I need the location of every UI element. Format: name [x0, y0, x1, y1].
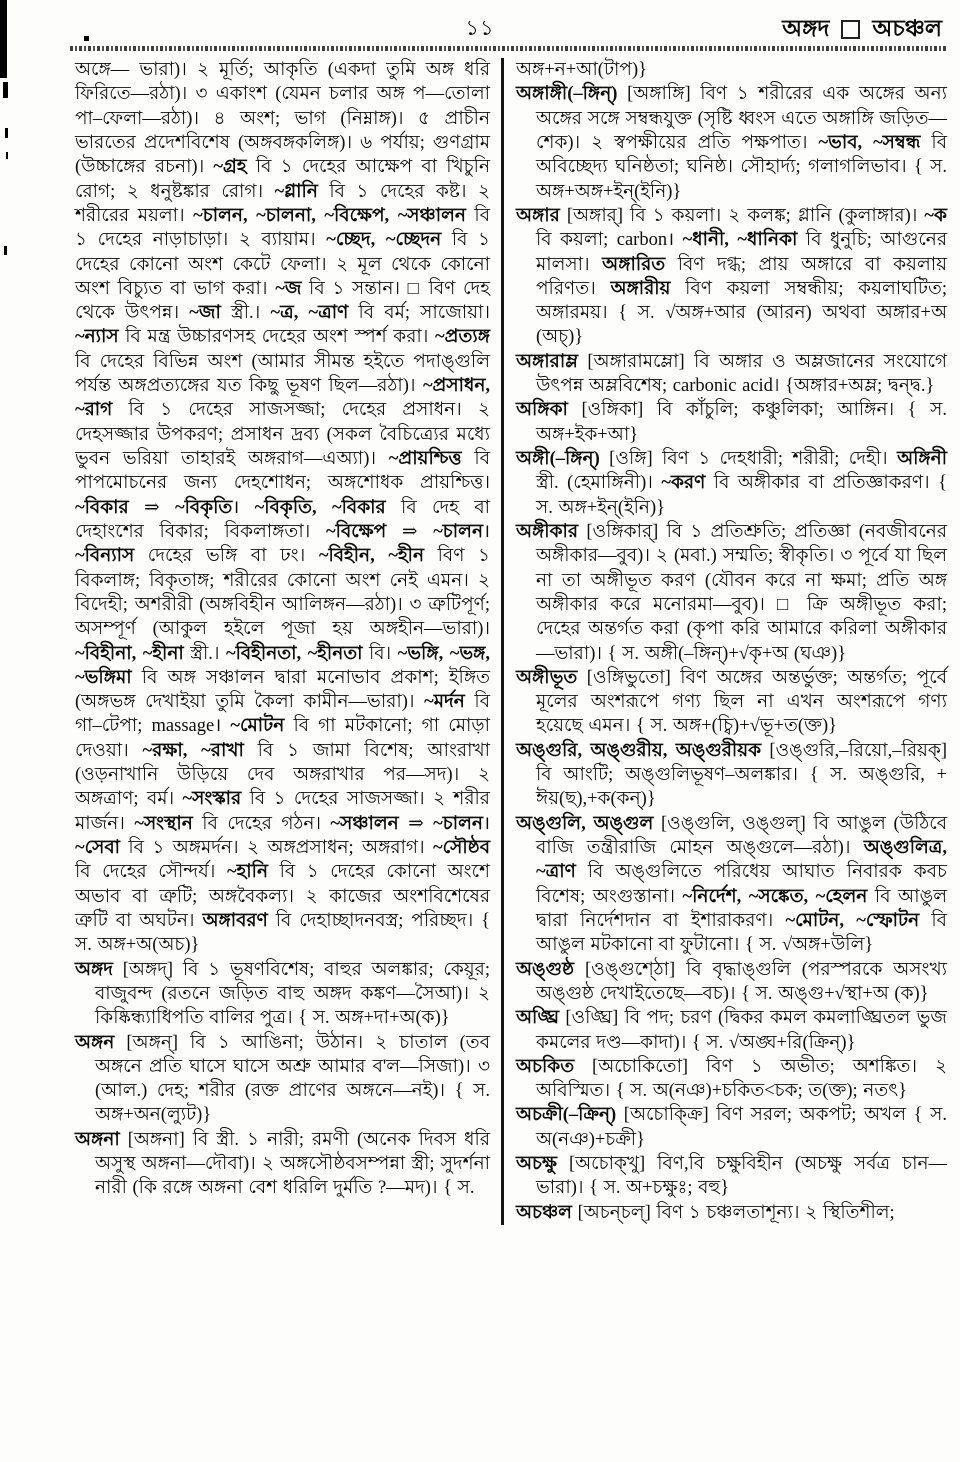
entry-angika: অঙ্গিকা [ওঙ্গিকা] বি কাঁচুলি; কঞ্চুলিকা; আঙ্গিন। { স. অঙ্গ+ইক+আ}	[516, 400, 947, 445]
scan-artifact-mark	[4, 246, 7, 255]
right-column	[504, 58, 947, 1225]
entry-anga-continuation: অঙ্গে— ভারা)। ২ মূর্তি; আকৃতি (একদা তুমি অঙ্গ ধরি ফিরিতে—রঠা)। ৩ একাংশ (যেমন চলার অঙ্গ প—তোলা পা–ফেলা—রঠা)। ৪ অংশ; ভাগ (নিম্নাঙ্গ)। ৫ প্রাচীন ভারতের প্রদেশবিশেষ (অঙ্গবঙ্গকলিঙ্গ)। ৬ পর্যায়; গুণগ্রাম (উচ্চাঙ্গের রচনা)। ~গ্রহ বি ১ দেহের আক্ষেপ বা খিচুনি রোগ; ২ ধনুষ্টঙ্কার রোগ। ~গ্লানি বি ১ দেহের কষ্ট। ২ শরীরের ময়লা। ~চালন, ~চালনা, ~বিক্ষেপ, ~সঞ্চালন বি ১ দেহের নাড়াচাড়া। ২ ব্যায়াম। ~চ্ছেদ, ~চ্ছেদন বি ১ দেহের কোনো অংশ কেটে ফেলা। ২ মূল থেকে কোনো অংশ বিচ্যুত বা ভাগ করা। ~জ বি ১ সন্তান। □ বিণ দেহ থেকে উৎপন্ন। ~জা স্ত্রী.। ~ত্র, ~ত্রাণ বি বর্ম; সাজোয়া। ~ন্যাস বি মন্ত্র উচ্চারণসহ দেহের অংশ স্পর্শ করা। ~প্রত্যঙ্গ বি দেহের বিভিন্ন অংশ (আমার সীমন্ত হইতে পদাঙ্গুলি পর্যন্ত অঙ্গপ্রত্যঙ্গের যত কিছু ভূষণ ছিল—রঠা)। ~প্রসাধন, ~রাগ বি ১ দেহের সাজসজ্জা; দেহের প্রসাধন। ২ দেহসজ্জার উপকরণ; প্রসাধন দ্রব্য (সকল বৈচিত্র্যের মধ্যে ভুবন ভরিয়া তাহারই অঙ্গরাগ—এঅ্যা)। ~প্রায়শ্চিত্ত বি পাপমোচনের জন্য দেহশোধন; অঙ্গশোধক প্রায়শ্চিত্ত। ~বিকার ⇒ ~বিকৃতি। ~বিকৃতি, ~বিকার বি দেহ বা দেহাংশের বিকার; বিকলাঙ্গতা। ~বিক্ষেপ ⇒ ~চালন। ~বিন্যাস দেহের ভঙ্গি বা ঢং। ~বিহীন, ~হীন বিণ ১ বিকলাঙ্গ; বিকৃতাঙ্গ; শরীরের কোনো অংশ নেই এমন। ২ বিদেহী; অশরীরী (অঙ্গবিহীন আলিঙ্গন—রঠা)। ৩ ত্রুটিপূর্ণ; অসম্পূর্ণ (আকুল হইলে পূজা হয় অঙ্গহীন—ভারা)। ~বিহীনা, ~হীনা স্ত্রী.। ~বিহীনতা, ~হীনতা বি। ~ভঙ্গি, ~ভঙ্গ, ~ভঙ্গিমা বি অঙ্গ সঞ্চালন দ্বারা মনোভাব প্রকাশ; ইঙ্গিত (অঙ্গভঙ্গ দেখাইয়া তুমি কৈলা কামীন—ভারা)। ~মর্দন বি গা–টেপা; massage। ~মোটন বি গা মটকানো; গা মোড়া দেওয়া। ~রক্ষা, ~রাখা বি ১ জামা বিশেষ; আংরাখা (ওড়নাখানি উড়িয়ে দেব অঙ্গরাখার পর—সদ)। ২ অঙ্গত্রাণ; বর্ম। ~সংস্কার বি ১ দেহের সাজসজ্জা। ২ শরীর মার্জন। ~সংস্থান বি দেহের গঠন। ~সঞ্চালন ⇒ ~চালন। ~সেবা বি ১ অঙ্গমর্দন। ২ অঙ্গপ্রসাধন; অঙ্গরাগ। ~সৌষ্ঠব বি দেহের সৌন্দর্য। ~হানি বি ১ দেহের কোনো অংশে অভাব বা ত্রুটি; অঙ্গবৈকল্য। ২ কাজের অংশবিশেষের ত্রুটি বা অঘটন। অঙ্গাবরণ বি দেহাচ্ছাদনবস্ত্র; পরিচ্ছদ। { স. অঙ্গ+অ(অচ)}	[75, 60, 491, 956]
left-column	[75, 58, 501, 1225]
page-number: ১১	[465, 16, 495, 40]
scan-artifact-mark	[3, 82, 8, 98]
entry-angana: অঙ্গনা [অঙ্গনা] বি স্ত্রী. ১ নারী; রমণী (অনেক দিবস ধরি অসুস্থ অঙ্গনা—দৌবা)। ২ অঙ্গসৌষ্ঠবসম্পন্না স্ত্রী; সুদর্শনা নারী (কি রঙ্গে অঙ্গনা বেশ ধরিলি দুর্মতি ?—মদ)। { স.	[75, 1129, 490, 1199]
scan-artifact-mark	[5, 128, 8, 138]
entry-achakshu: অচক্ষু [অচোক্খু] বিণ,বি চক্ষুবিহীন (অচক্ষু সর্বত্র চান—ভারা)। { স. অ+চক্ষুঃ; বহু}	[516, 1154, 947, 1199]
entry-angikar: অঙ্গীকার [ওঙ্গিকার্] বি ১ প্রতিশ্রুতি; প্রতিজ্ঞা (নবজীবনের অঙ্গীকার—বুব)। ২ (মবা.) সম্মতি; স্বীকৃতি। ৩ পূর্বে যা ছিল না তা অঙ্গীভূত করণ (যৌবন করে না ক্ষমা; প্রতি অঙ্গ অঙ্গীকার করে মনোরমা—বুব)। □ ক্রি অঙ্গীভূত করা; দেহের অন্তর্গত করা (কৃপা করি আমারে করিলা অঙ্গীকার—ভারা)। { স. অঙ্গী(–ঙ্গিন্)+√কৃ+অ (ঘঞ)}	[516, 521, 947, 664]
entry-angibhuta: অঙ্গীভূত [ওঙ্গিভুতো] বিণ অঙ্গের অন্তর্ভুক্ত; অন্তর্গত; পূর্বে মূলের অংশরূপে গণ্য ছিল না এখন অংশরূপে গণ্য হয়েছে এমন। { স. অঙ্গ+(চ্বি)+√ভূ+ত(ক্ত)}	[516, 667, 947, 737]
entry-achakita: অচকিত [অচোকিতো] বিণ ১ অভীত; অশঙ্কিত। ২ অবিস্মিত। { স. অ(নঞ)+চকিত<চক; ত(ক্ত); নতৎ}	[516, 1056, 947, 1102]
dictionary-columns	[75, 58, 947, 1225]
entry-angad: অঙ্গদ [অঙ্গদ্] বি ১ ভূষণবিশেষ; বাহুর অলঙ্কার; কেয়ূর; বাজুবন্দ (রতনে জড়িত বাহু অঙ্গদ কঙ্কণ—সৈআ)। ২ কিষ্কিন্ধ্যাধিপতি বালির পুত্র। { স. অঙ্গ+দা+অ(ক)}	[75, 959, 490, 1029]
entry-achanchal: অচঞ্চল [অচন্চল্] বিণ ১ চঞ্চলতাশূন্য। ২ স্থিতিশীল;	[516, 1202, 895, 1223]
entry-anghri: অঙ্ঘ্রি [ওঙ্ঘ্রি] বি পদ; চরণ (দ্বিকর কমল কমলাঙ্ঘ্রিতল ভুজ কমলের দণ্ড—কাদা)। { স. √অঙ্ঘ+রি(ক্রিন্)}	[516, 1008, 947, 1053]
running-head	[782, 10, 942, 49]
section-divider-box-icon	[841, 20, 860, 39]
entry-anguri: অঙ্গুরি, অঙ্গুরীয়, অঙ্গুরীয়ক [ওঙ্গুরি,–রিয়ো,–রিয়ক্] বি আংটি; অঙ্গুলিভূষণ–অলঙ্কার। { স. অঙ্গুরি, + ঈয়(ছ),+ক(কন্)}	[516, 740, 948, 810]
running-head-first-word: অঙ্গদ	[782, 16, 830, 41]
entry-angar: অঙ্গার [অঙ্গার্] বি ১ কয়লা। ২ কলঙ্ক; গ্লানি (কুলাঙ্গার)। ~ক বি কয়লা; carbon। ~ধানী, ~ধানিকা বি ধুনুচি; আগুনের মালসা। অঙ্গারিত বিণ দগ্ধ; প্রায় অঙ্গারে বা কয়লায় পরিণত। অঙ্গারীয় বিণ কয়লা সম্বন্ধীয়; কয়লাঘটিত; অঙ্গারময়। { স. √অঙ্গ+আর (আরন) অথবা অঙ্গার+অ (অচ্)}	[516, 205, 947, 348]
header-decorative-rule	[70, 46, 948, 51]
entry-angi: অঙ্গী(–ঙ্গিন্) [ওঙ্গি] বিণ ১ দেহধারী; শরীরী; দেহী। অঙ্গিনী স্ত্রী. (হেমাঙ্গিনী)। ~করণ বি অঙ্গীকার বা প্রতিজ্ঞাকরণ। { স. অঙ্গ+ইন্(ইনি)}	[516, 449, 948, 518]
entry-angana-continuation: অঙ্গ+ন+আ(টাপ)}	[516, 60, 647, 80]
entry-angangi: অঙ্গাঙ্গী(–ঙ্গিন্) [অঙ্গাঙ্গি] বিণ ১ শরীরের এক অঙ্গের অন্য অঙ্গের সঙ্গে সম্বন্ধযুক্ত (সৃষ্টি ধ্বংস এতে অঙ্গাঙ্গি জড়িত—শেক)। ২ স্বপক্ষীয়ের প্রতি পক্ষপাত। ~ভাব, ~সম্বন্ধ বি অবিচ্ছেদ্য ঘনিষ্ঠতা; ঘনিষ্ঠ। সৌহার্দ্য; গলাগলিভাব। { স. অঙ্গ+অঙ্গ+ইন্(ইনি)}	[516, 84, 947, 202]
entry-anguli: অঙ্গুলি, অঙ্গুল [ওঙ্গুলি, ওঙ্গুল্] বি আঙুল (উঠিবে বাজি তন্ত্রীরাজি মোহন অঙ্গুলে—রঠা)। অঙ্গুলিত্র, ~ত্রাণ বি অঙ্গুলিতে পরিধেয় আঘাত নিবারক কবচ বিশেষ; অংগুস্তানা। ~নির্দেশ, ~সঙ্কেত, ~হেলন বি আঙুল দ্বারা নির্দেশদান বা ইশারাকরণ। ~মোটন, ~স্ফোটন বি আঙুল মটকানো বা ফুটানো। { স. √অঙ্গ+উলি}	[516, 813, 947, 956]
entry-angustha: অঙ্গুষ্ঠ [ওঙ্গুশ্ঠো] বি বৃদ্ধাঙ্গুলি (পরস্পরকে অসংখ্য অঙ্গুষ্ঠ দেখাইতেছে—বচ)। { স. অঙ্গু+√স্থা+অ (ক)}	[516, 959, 947, 1004]
scan-artifact-mark	[6, 152, 8, 159]
entry-angaramla: অঙ্গারাম্ল [অঙ্গারামম্লো] বি অঙ্গার ও অম্লজানের সংযোগে উৎপন্ন অম্লবিশেষ; carbonic acid। {অঙ্গার+অম্ল; দ্বন্দ্ব.}	[516, 351, 947, 397]
running-head-last-word: অচঞ্চল	[872, 16, 942, 41]
entry-achakri: অচক্রী(–ক্রিন্) [অচোক্ক্রি] বিণ সরল; অকপট; অখল { স. অ(নঞ)+চক্রী}	[516, 1105, 947, 1150]
entry-angan: অঙ্গন [অঙ্গন্] বি ১ আঙিনা; উঠান। ২ চাতাল (তব অঙ্গনে প্রতি ঘাসে ঘাসে অশ্রু আমার ব'ল—সিজা)। ৩ (আল.) দেহ; শরীর (রক্ত প্রাণের অঙ্গনে—নই)। { স. অঙ্গ+অন(ল্যুট)}	[75, 1032, 490, 1126]
